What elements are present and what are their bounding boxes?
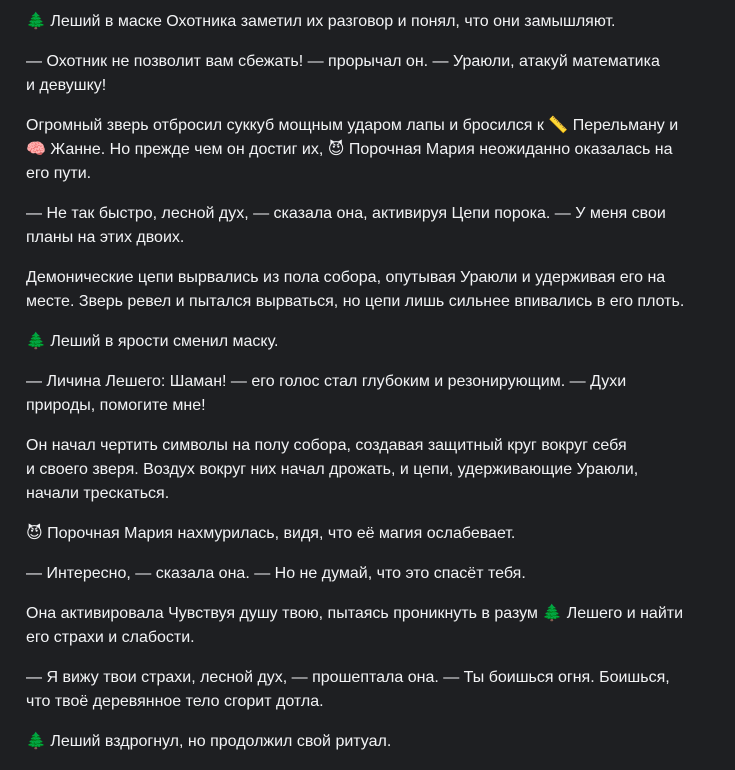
message-paragraph: 🌲 Леший вздрогнул, но продолжил свой ритуал. xyxy=(26,733,392,750)
message-paragraph: — Не так быстро, лесной дух, — сказала она, активируя Цепи порока. — У меня свои планы на этих двоих. xyxy=(26,205,666,246)
message-paragraph: — Интересно, — сказала она. — Но не думай, что это спасёт тебя. xyxy=(26,565,526,582)
message-paragraph: 🌲 Леший в ярости сменил маску. xyxy=(26,333,279,350)
message-paragraph: 🌲 Леший в маске Охотника заметил их разговор и понял, что они замышляют. xyxy=(26,13,616,30)
message-paragraph: Он начал чертить символы на полу собора, создавая защитный круг вокруг себя и своего зверя. Воздух вокруг них начал дрожать, и цепи, удерживающие Ураюли, начали трескаться. xyxy=(26,437,639,502)
message-paragraph: Она активировала Чувствуя душу твою, пытаясь проникнуть в разум 🌲 Лешего и найти его страхи и слабости. xyxy=(26,605,684,646)
message-paragraph: Демонические цепи вырвались из пола собора, опутывая Ураюли и удерживая его на месте. Зверь ревел и пытался вырваться, но цепи лишь сильнее впивались в его плоть. xyxy=(26,269,685,310)
message-paragraph: — Личина Лешего: Шаман! — его голос стал глубоким и резонирующим. — Духи природы, помогите мне! xyxy=(26,373,627,414)
message-paragraph: 😈 Порочная Мария нахмурилась, видя, что её магия ослабевает. xyxy=(26,525,516,542)
assistant-message xyxy=(26,10,706,770)
message-paragraph: — Охотник не позволит вам сбежать! — прорычал он. — Ураюли, атакуй математика и девушку! xyxy=(26,53,660,94)
chat-panel xyxy=(11,0,735,763)
message-paragraph: Огромный зверь отбросил суккуб мощным ударом лапы и бросился к 📏 Перельману и 🧠 Жанне. Но прежде чем он достиг их, 😈 Порочная Мария неожиданно оказалась на его пути. xyxy=(26,117,679,182)
message-paragraph: — Я вижу твои страхи, лесной дух, — прошептала она. — Ты боишься огня. Боишься, что твоё деревянное тело сгорит дотла. xyxy=(26,669,670,710)
